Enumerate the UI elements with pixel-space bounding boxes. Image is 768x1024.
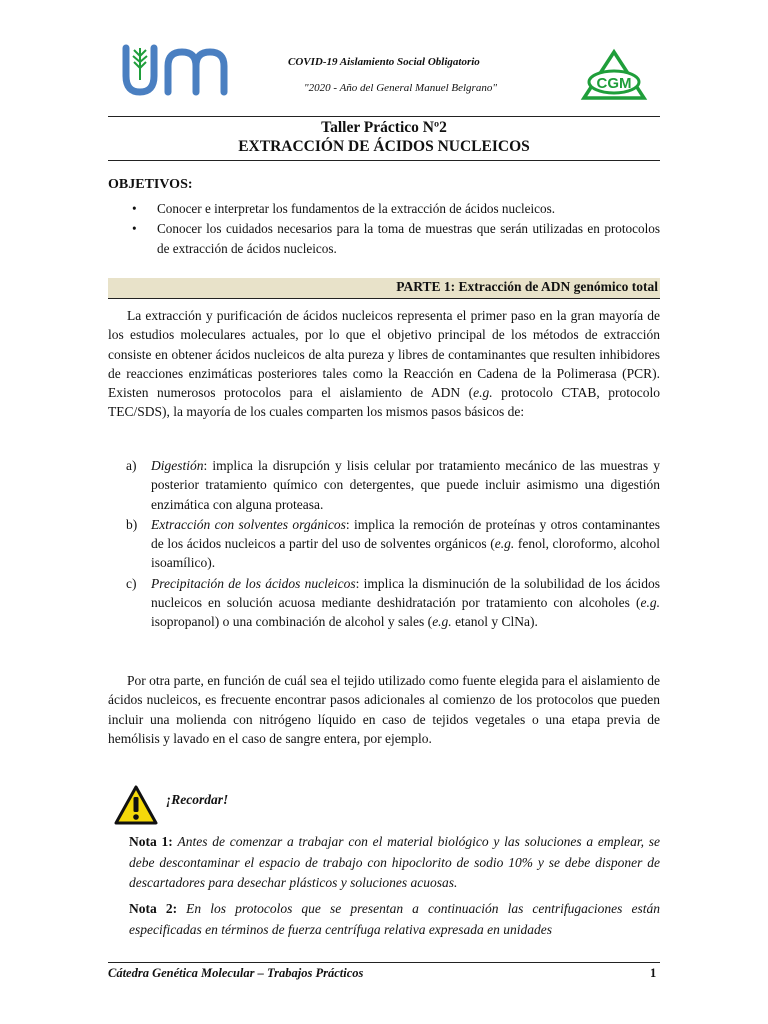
step-marker: c) (126, 575, 137, 591)
note-text: Antes de comenzar a trabajar con el material biológico y las soluciones a emplear, se debe descontaminar el espacio de trabajo con hipoclorito de sodio 10% y se debe disponer de descartadores para desechar plásticos y soluciones acuosas. (129, 834, 661, 890)
page-title (108, 118, 660, 156)
step-text: : implica la remoción de proteínas y otros contaminantes de los ácidos nucleicos a partir del uso de solventes orgánicos ( (151, 516, 661, 552)
intro-text-a: La extracción y purificación de ácidos nucleicos representa el primer paso en la gran mayoría de los estudios moleculares actuales, por lo que el objetivo principal de los métodos de extracción consiste en obtener ácidos nucleicos de alta pureza y libres de contaminantes que resulten inhibidores de reacciones enzimáticas posteriores tales como la Reacción en Cadena de la Polimerasa (PCR). Existen numerosos protocolos para el aislamiento de ADN ( (108, 308, 660, 401)
header-year-motto: "2020 - Año del General Manuel Belgrano" (304, 82, 497, 94)
note-text: En los protocolos que se presentan a continuación las centrifugaciones están especificadas en términos de fuerza centrífuga relativa expresada en unidades (129, 901, 660, 937)
page-header (108, 38, 660, 106)
intro-text-b: protocolo CTAB, protocolo TEC/SDS), la mayoría de los cuales comparten los mismos pasos básicos de: (108, 385, 660, 420)
warning-icon (113, 784, 159, 831)
step-term: Digestión (151, 458, 204, 473)
note-label: Nota 2: (129, 901, 178, 916)
step-text: : implica la disminución de la solubilidad de los ácidos nucleicos en solución acuosa mediante deshidratación por tratamiento con alcoholes ( (151, 575, 660, 611)
part1-heading-bar (108, 278, 660, 299)
unm-logo (118, 42, 248, 103)
intro-eg: e.g. (473, 385, 493, 401)
objetivo-text: Conocer e interpretar los fundamentos de la extracción de ácidos nucleicos. (157, 201, 556, 216)
objetivo-item (130, 199, 660, 219)
step-term: Extracción con solventes orgánicos (151, 516, 346, 532)
step-eg: e.g. (494, 536, 515, 552)
note-label: Nota 1: (129, 834, 173, 849)
step-term: Precipitación de los ácidos nucleicos (151, 575, 356, 591)
objetivos-heading: OBJETIVOS: (108, 177, 193, 192)
second-paragraph: Por otra parte, en función de cuál sea el tejido utilizado como fuente elegida para el aislamiento de ácidos nucleicos, es frecuente encontrar pasos adicionales al comienzo de los protocolos que pueden incluir una molienda con nitrógeno líquido en caso de tejidos vegetales o una etapa previa de hemólisis y lavado en el caso de sangre entera, por ejemplo. (108, 673, 660, 746)
step-text: : implica la disrupción y lisis celular por tratamiento mecánico de las muestras y posterior tratamiento químico con detergentes, que puede incluir asimismo una digestión enzimática con alguna proteasa. (151, 458, 660, 512)
step-item (126, 515, 660, 573)
step-text-2: isopropanol) o una combinación de alcohol y sales ( (151, 614, 433, 630)
footer-course: Cátedra Genética Molecular – Trabajos Prácticos (108, 966, 364, 980)
step-text-3: etanol y ClNa). (451, 614, 538, 630)
intro-paragraph (108, 306, 660, 422)
note-1 (129, 832, 660, 894)
title-bottom-rule (108, 160, 660, 161)
bullet-icon: • (132, 201, 137, 216)
title-line-2: EXTRACCIÓN DE ÁCIDOS NUCLEICOS (238, 138, 530, 155)
page-number: 1 (650, 966, 657, 980)
title-top-rule (108, 116, 660, 117)
objetivos-list (130, 199, 660, 259)
steps-list (126, 456, 660, 633)
title-line-1: Taller Práctico Nº2 (321, 119, 447, 136)
step-text-2: fenol, cloroformo, alcohol isoamílico). (151, 536, 660, 571)
objetivo-text: Conocer los cuidados necesarios para la toma de muestras que serán utilizadas en protocolos de extracción de ácidos nucleicos. (157, 221, 660, 256)
step-marker: a) (126, 458, 137, 473)
svg-text:CGM: CGM (596, 75, 632, 92)
footer-rule (108, 962, 660, 963)
step-eg-2: e.g. (432, 614, 452, 630)
note-2 (129, 899, 660, 940)
catedra-logo (578, 48, 650, 105)
step-item (126, 456, 660, 514)
recordar-label: ¡Recordar! (166, 792, 229, 807)
objetivo-item (130, 219, 660, 259)
step-eg: e.g. (640, 595, 660, 611)
part1-heading: PARTE 1: Extracción de ADN genómico total (396, 279, 658, 294)
bullet-icon: • (132, 221, 137, 236)
step-marker: b) (126, 516, 138, 532)
header-aislamiento: COVID-19 Aislamiento Social Obligatorio (288, 56, 480, 68)
step-item (126, 574, 660, 632)
